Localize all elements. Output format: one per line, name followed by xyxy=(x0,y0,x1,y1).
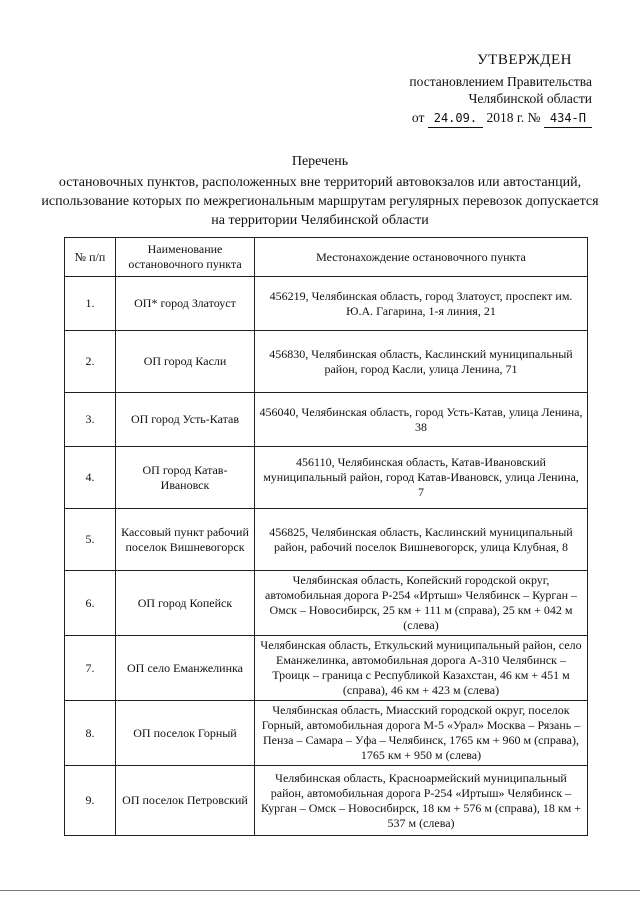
row-location: 456110, Челябинская область, Катав-Ивановский муниципальный район, город Катав-Ивановск, улица Ленина, 7 xyxy=(255,447,588,509)
approval-title: УТВЕРЖДЕН xyxy=(477,52,572,68)
row-name: ОП поселок Горный xyxy=(116,701,255,766)
row-number: 7. xyxy=(65,636,116,701)
stops-table xyxy=(64,237,588,836)
table-row xyxy=(65,509,588,571)
row-number: 6. xyxy=(65,571,116,636)
table-row xyxy=(65,447,588,509)
row-number: 3. xyxy=(65,393,116,447)
approval-date-line xyxy=(362,109,592,128)
row-name: ОП поселок Петровский xyxy=(116,766,255,836)
table-row xyxy=(65,701,588,766)
row-name: Кассовый пункт рабочий поселок Вишневогорск xyxy=(116,509,255,571)
row-name: ОП город Касли xyxy=(116,331,255,393)
row-location: 456825, Челябинская область, Каслинский муниципальный район, рабочий поселок Вишневогорск, улица Клубная, 8 xyxy=(255,509,588,571)
year-text: 2018 г. № xyxy=(486,110,541,125)
row-number: 1. xyxy=(65,277,116,331)
row-name: ОП* город Златоуст xyxy=(116,277,255,331)
table-row xyxy=(65,766,588,836)
row-location: Челябинская область, Миасский городской округ, поселок Горный, автомобильная дорога М-5 «Урал» Москва – Рязань – Пенза – Самара – Уфа – Челябинск, 1765 км + 960 м (справа), 1765 км + 950 м (слева) xyxy=(255,701,588,766)
date-value: 24.09. xyxy=(428,110,483,128)
table-header-row xyxy=(65,238,588,277)
heading-title: Перечень xyxy=(291,154,349,169)
document-heading xyxy=(40,152,600,230)
row-name: ОП город Катав-Ивановск xyxy=(116,447,255,509)
row-number: 2. xyxy=(65,331,116,393)
row-name: ОП село Еманжелинка xyxy=(116,636,255,701)
approval-block xyxy=(362,52,592,128)
row-number: 5. xyxy=(65,509,116,571)
row-number: 9. xyxy=(65,766,116,836)
bottom-rule xyxy=(0,890,640,891)
approval-line-2: Челябинской области xyxy=(468,91,592,106)
date-prefix: от xyxy=(411,110,425,125)
header-number: № п/п xyxy=(65,238,116,277)
table-row xyxy=(65,393,588,447)
table-row xyxy=(65,331,588,393)
row-location: Челябинская область, Копейский городской округ, автомобильная дорога Р-254 «Иртыш» Челябинск – Курган – Омск – Новосибирск, 25 км + 111 м (справа), 25 км + 042 м (слева) xyxy=(255,571,588,636)
row-number: 4. xyxy=(65,447,116,509)
table-row xyxy=(65,277,588,331)
table-row xyxy=(65,636,588,701)
row-location: Челябинская область, Еткульский муниципальный район, село Еманжелинка, автомобильная дорога А-310 Челябинск – Троицк – граница с Республикой Казахстан, 46 км + 451 м (справа), 46 км + 423 м (слева) xyxy=(255,636,588,701)
row-number: 8. xyxy=(65,701,116,766)
header-location: Местонахождение остановочного пункта xyxy=(255,238,588,277)
row-location: 456040, Челябинская область, город Усть-Катав, улица Ленина, 38 xyxy=(255,393,588,447)
row-location: 456219, Челябинская область, город Златоуст, проспект им. Ю.А. Гагарина, 1-я линия, 21 xyxy=(255,277,588,331)
row-name: ОП город Усть-Катав xyxy=(116,393,255,447)
row-name: ОП город Копейск xyxy=(116,571,255,636)
header-name: Наименование остановочного пункта xyxy=(116,238,255,277)
row-location: 456830, Челябинская область, Каслинский муниципальный район, город Касли, улица Ленина, 71 xyxy=(255,331,588,393)
table-row xyxy=(65,571,588,636)
document-number: 434-П xyxy=(544,110,592,128)
heading-subtitle: остановочных пунктов, расположенных вне территорий автовокзалов или автостанций, использование которых по межрегиональным маршрутам регулярных перевозок допускается на территории Челябинской области xyxy=(41,175,599,228)
approval-line-1: постановлением Правительства xyxy=(409,74,592,89)
row-location: Челябинская область, Красноармейский муниципальный район, автомобильная дорога Р-254 «Иртыш» Челябинск – Курган – Омск – Новосибирск, 18 км + 576 м (справа), 18 км + 537 м (слева) xyxy=(255,766,588,836)
